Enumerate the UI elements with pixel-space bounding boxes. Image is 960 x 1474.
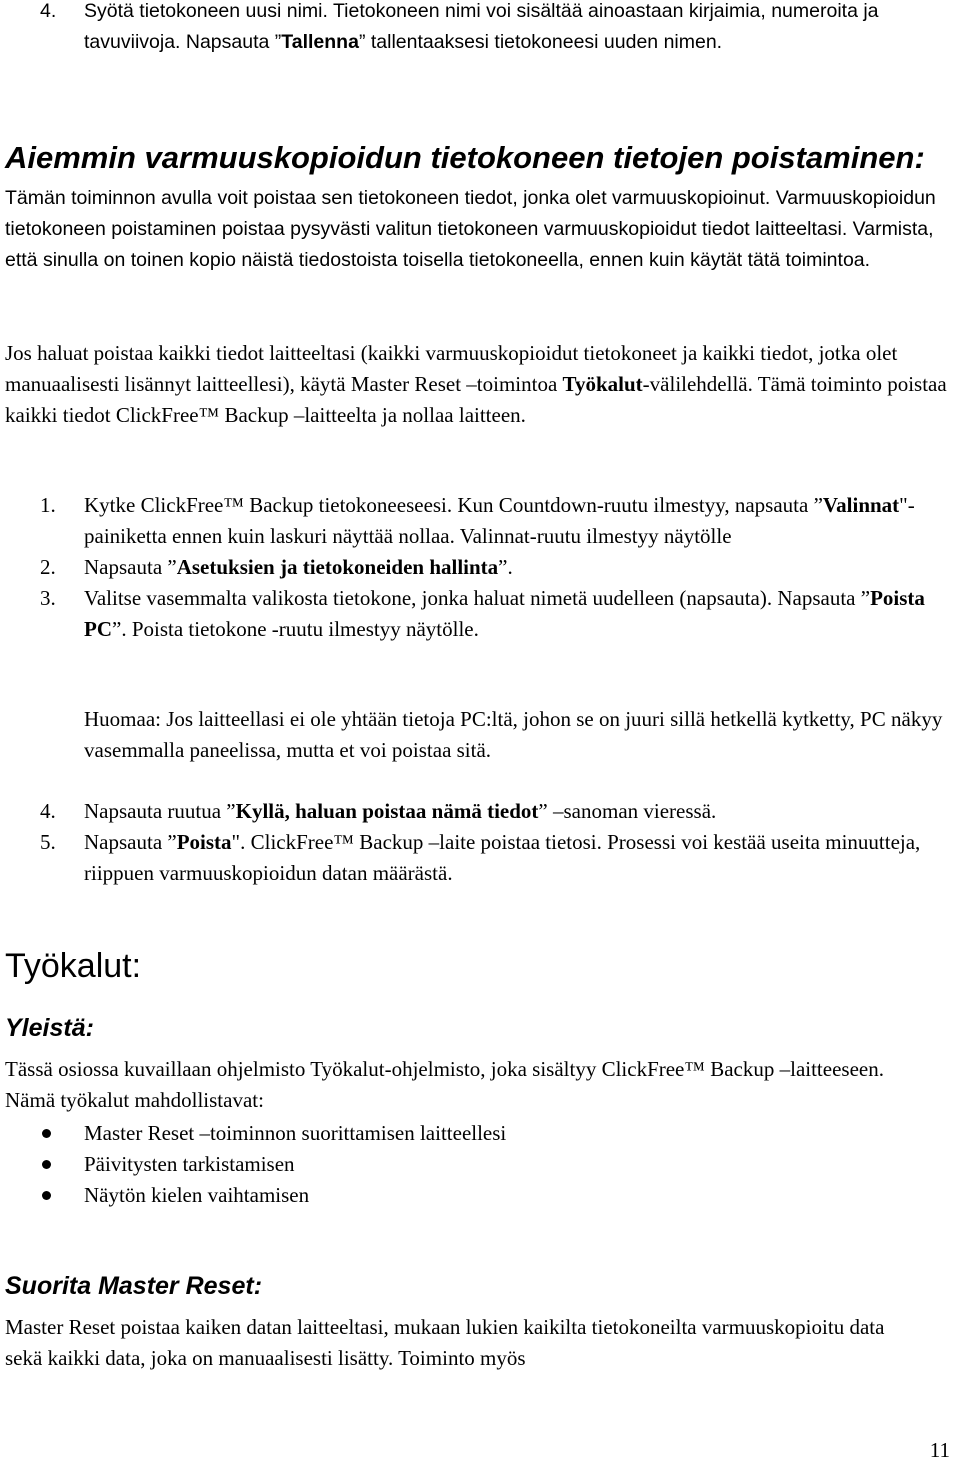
delete-section-heading: Aiemmin varmuuskopioidun tietokoneen tietojen poistaminen: — [5, 140, 925, 175]
save-label: Tallenna — [281, 31, 359, 53]
list-item: Päivitysten tarkistamisen — [0, 1149, 960, 1180]
delete-section-intro: Tämän toiminnon avulla voit poistaa sen tietokoneen tiedot, jonka olet varmuuskopioinut. Varmuuskopioidun tietokoneen poistaminen poistaa pysyvästi valitun tietokoneen varmuuskopioidut tiedot laitteeltasi. Varmista, että sinulla on toinen kopio näistä tiedostoista toisella tietokoneella, ennen kuin käytät tätä toimintoa. — [5, 187, 936, 271]
delete-steps-list — [0, 490, 950, 645]
general-text: Tässä osiossa kuvaillaan ohjelmisto Työkalut-ohjelmisto, joka sisältyy ClickFree™ Backup –laitteeseen. Nämä työkalut mahdollistavat: — [5, 1057, 884, 1112]
tools-heading: Työkalut: — [5, 947, 142, 985]
tools-bullet-list — [0, 1118, 960, 1211]
list-item: 1. Kytke ClickFree™ Backup tietokoneeseesi. Kun Countdown-ruutu ilmestyy, napsauta ”Valinnat"-painiketta ennen kuin laskuri näyttää nollaa. Valinnat-ruutu ilmestyy näytölle — [40, 493, 915, 548]
rename-step-4: 4. Syötä tietokoneen uusi nimi. Tietokoneen nimi voi sisältää ainoastaan kirjaimia, numeroita ja tavuviivoja. Napsauta ”Tallenna” tallentaaksesi tietokoneesi uuden nimen. — [0, 0, 960, 58]
master-reset-text: Master Reset poistaa kaiken datan laitteeltasi, mukaan lukien kaikilta tietokoneilta varmuuskopioitu data sekä kaikki data, joka on manuaalisesti lisätty. Toiminto myös — [5, 1315, 885, 1370]
bullet-icon — [42, 1129, 51, 1138]
list-item: 4. Napsauta ruutua ”Kyllä, haluan poistaa nämä tiedot” –sanoman vieressä. — [40, 799, 717, 823]
bullet-icon — [42, 1160, 51, 1169]
delete-steps-list-2 — [0, 796, 950, 889]
step-number: 4. — [40, 0, 57, 22]
list-item: Master Reset –toiminnon suorittamisen laitteellesi — [0, 1118, 960, 1149]
master-reset-heading: Suorita Master Reset: — [5, 1272, 263, 1300]
note-text: Huomaa: Jos laitteellasi ei ole yhtään tietoja PC:ltä, johon se on juuri sillä hetkellä kytketty, PC näkyy vasemmalla paneelissa, mutta et voi poistaa sitä. — [84, 707, 943, 762]
tools-tab-label: Työkalut — [562, 372, 643, 396]
list-item: Näytön kielen vaihtamisen — [0, 1180, 960, 1211]
bullet-icon — [42, 1191, 51, 1200]
list-item: 2. Napsauta ”Asetuksien ja tietokoneiden hallinta”. — [40, 555, 513, 579]
delete-section-para2: Jos haluat poistaa kaikki tiedot laitteeltasi (kaikki varmuuskopioidut tietokoneet ja kaikki tiedot, jotka olet manuaalisesti lisännyt laitteellesi), käytä Master Reset –toimintoa Työkalut-välilehdellä. Tämä toiminto poistaa kaikki tiedot ClickFree™ Backup –laitteelta ja nollaa laitteen. — [5, 341, 947, 427]
list-item: 5. Napsauta ”Poista". ClickFree™ Backup –laite poistaa tietosi. Prosessi voi kestää useita minuutteja, riippuen varmuuskopioidun datan määrästä. — [40, 830, 921, 885]
list-item: 3. Valitse vasemmalta valikosta tietokone, jonka haluat nimetä uudelleen (napsauta). Napsauta ”Poista PC”. Poista tietokone -ruutu ilmestyy näytölle. — [40, 586, 925, 641]
page-number: 11 — [929, 1438, 950, 1462]
general-heading: Yleistä: — [5, 1014, 94, 1042]
